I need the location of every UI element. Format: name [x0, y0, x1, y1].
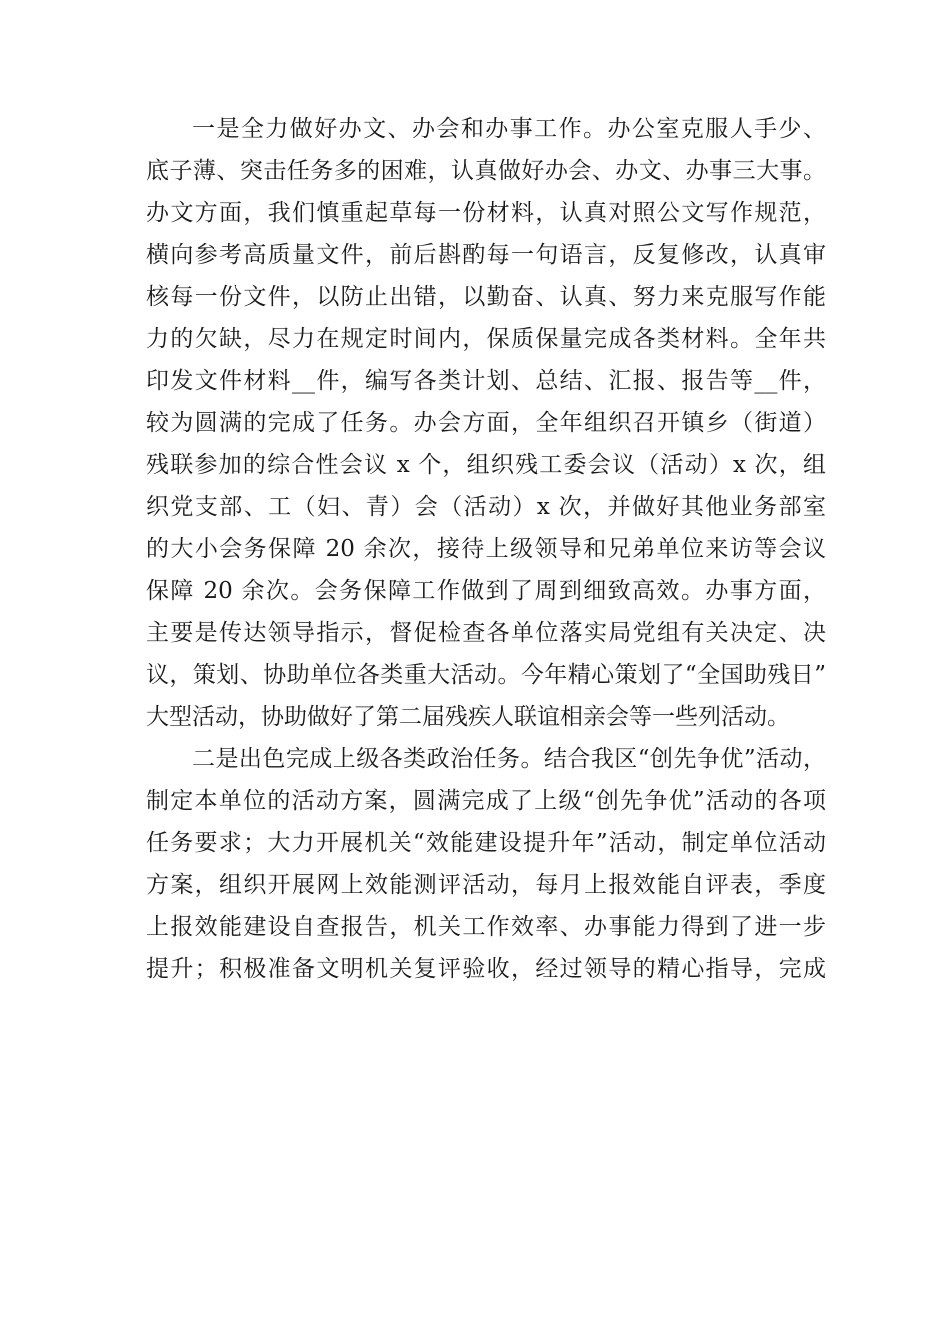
- paragraph-line: 二是出色完成上级各类政治任务。结合我区“创先争优”活动，: [192, 746, 826, 772]
- paragraph-line: 一是全力做好办文、办会和办事工作。办公室克服人手少、: [192, 116, 826, 142]
- paragraph-line: 办文方面，我们慎重起草每一份材料，认真对照公文写作规范，: [146, 200, 826, 226]
- document-body: [146, 108, 826, 990]
- paragraph-line: 织党支部、工（妇、青）会（活动）x 次，并做好其他业务部室: [146, 494, 826, 520]
- paragraph-line: 较为圆满的完成了任务。办会方面，全年组织召开镇乡（街道）: [146, 410, 826, 436]
- paragraph-line: 上报效能建设自查报告，机关工作效率、办事能力得到了进一步: [146, 914, 826, 940]
- paragraph-line: 提升；积极准备文明机关复评验收，经过领导的精心指导，完成: [146, 956, 826, 982]
- paragraph-line: 制定本单位的活动方案，圆满完成了上级“创先争优”活动的各项: [146, 788, 826, 814]
- paragraph-line: 力的欠缺，尽力在规定时间内，保质保量完成各类材料。全年共: [146, 326, 826, 352]
- paragraph-1: [146, 108, 826, 738]
- paragraph-line: 底子薄、突击任务多的困难，认真做好办会、办文、办事三大事。: [146, 158, 826, 184]
- paragraph-line: 的大小会务保障 20 余次，接待上级领导和兄弟单位来访等会议: [146, 536, 826, 562]
- paragraph-2: [146, 738, 826, 990]
- paragraph-line: 方案，组织开展网上效能测评活动，每月上报效能自评表，季度: [146, 872, 826, 898]
- paragraph-line: 印发文件材料__件，编写各类计划、总结、汇报、报告等__件，: [146, 368, 827, 394]
- paragraph-line: 任务要求；大力开展机关“效能建设提升年”活动，制定单位活动: [146, 830, 826, 856]
- paragraph-line: 横向参考高质量文件，前后斟酌每一句语言，反复修改，认真审: [146, 242, 826, 268]
- paragraph-line: 核每一份文件，以防止出错，以勤奋、认真、努力来克服写作能: [146, 284, 826, 310]
- paragraph-line: 议，策划、协助单位各类重大活动。今年精心策划了“全国助残日”: [146, 662, 826, 688]
- paragraph-line: 保障 20 余次。会务保障工作做到了周到细致高效。办事方面，: [146, 578, 826, 604]
- paragraph-line: 大型活动，协助做好了第二届残疾人联谊相亲会等一些列活动。: [146, 704, 790, 730]
- paragraph-line: 残联参加的综合性会议 x 个，组织残工委会议（活动）x 次，组: [146, 452, 826, 478]
- paragraph-line: 主要是传达领导指示，督促检查各单位落实局党组有关决定、决: [146, 620, 826, 646]
